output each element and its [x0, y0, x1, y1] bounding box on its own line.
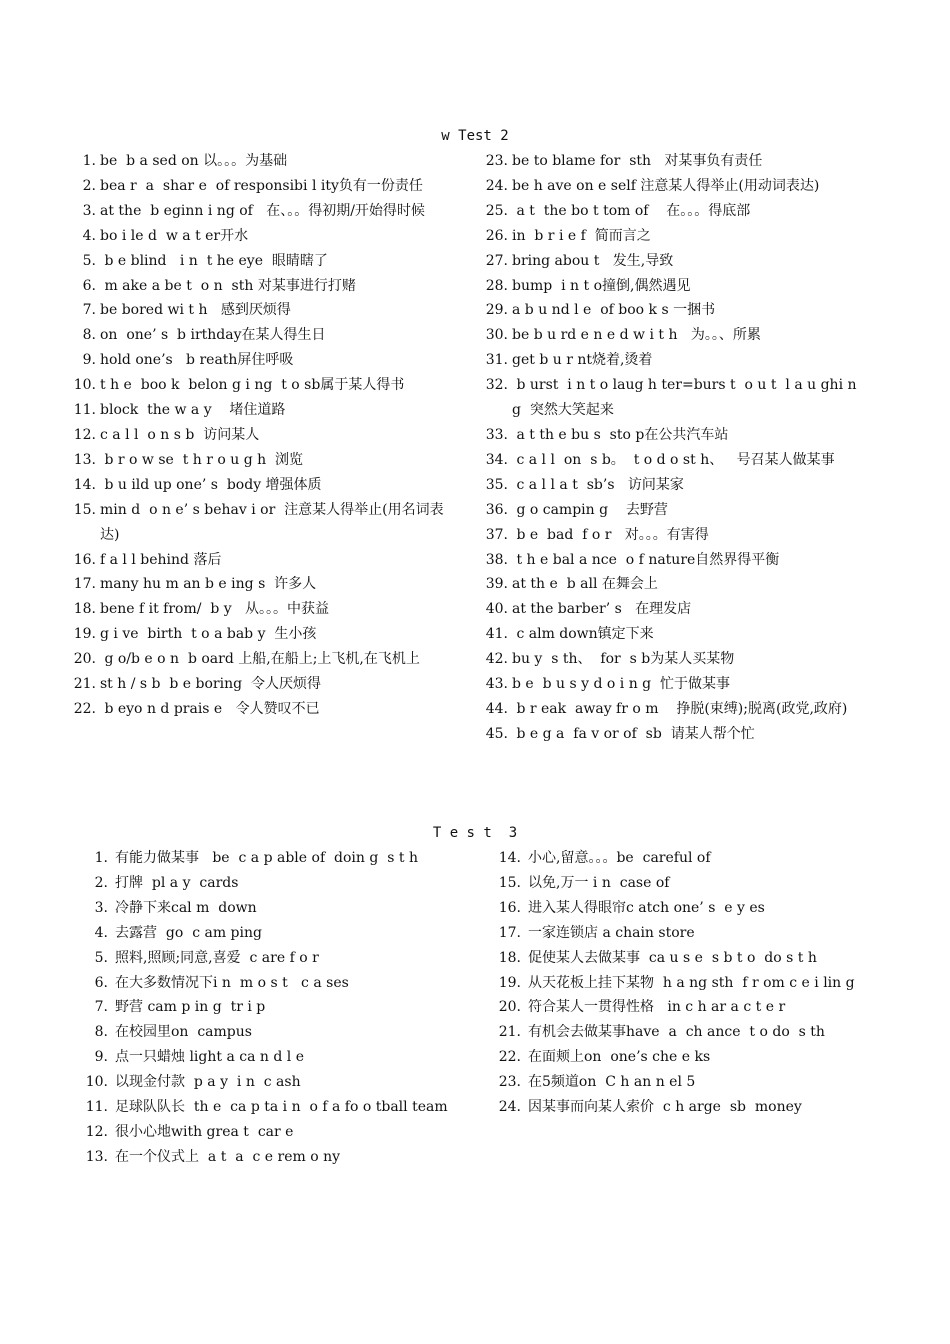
item-text: c a l l on s b。 t o d o st h、 号召某人做某事 — [512, 451, 835, 468]
item-text: 小心,留意。。。be careful of — [528, 850, 711, 866]
item-text: 点一只蜡烛 light a ca n d l e — [115, 1049, 304, 1066]
vocab-item — [84, 1020, 454, 1045]
vocab-item — [84, 1145, 454, 1170]
vocab-item — [70, 622, 452, 647]
item-text: in b r i e f 简而言之 — [512, 227, 651, 244]
item-text: bo i le d w a t er开水 — [100, 227, 249, 244]
test2-left-column — [70, 149, 452, 722]
item-text: 在一个仪式上 a t a c e rem o ny — [115, 1148, 341, 1165]
vocab-item — [482, 199, 864, 224]
item-number: 26. — [485, 227, 508, 244]
item-text: be h ave on e self 注意某人得举止(用动词表达) — [512, 177, 820, 194]
item-number: 15. — [73, 501, 96, 518]
item-number: 13. — [73, 451, 96, 468]
vocab-item — [70, 298, 452, 323]
item-number: 23. — [485, 153, 508, 169]
item-number: 24. — [485, 177, 508, 194]
vocab-item — [70, 697, 452, 722]
item-number: 12. — [85, 1123, 108, 1140]
vocab-item — [497, 846, 867, 871]
item-number: 32. — [485, 377, 508, 394]
item-number: 17. — [73, 576, 96, 593]
item-text: b e bad f o r 对。。。有害得 — [512, 526, 709, 543]
item-text: b urst i n t o laug h ter=burs t o u t l a u ghi n g 突然大笑起来 — [512, 377, 861, 419]
vocab-item — [482, 622, 864, 647]
item-number: 18. — [498, 949, 521, 966]
item-text: bring abou t 发生,导致 — [512, 252, 674, 269]
item-text: c a l l a t sb’s 访问某家 — [512, 476, 684, 493]
vocab-item — [482, 647, 864, 672]
vocab-item — [70, 224, 452, 249]
item-number: 7. — [94, 999, 108, 1016]
item-text: t h e boo k belon g i ng t o sb属于某人得书 — [100, 377, 405, 394]
vocab-item — [497, 1045, 867, 1070]
item-number: 4. — [82, 227, 96, 244]
vocab-item — [482, 348, 864, 373]
item-number: 7. — [82, 302, 96, 319]
vocab-item — [482, 224, 864, 249]
item-text: 在校园里on campus — [115, 1024, 252, 1041]
vocab-item — [482, 249, 864, 274]
vocab-item — [482, 174, 864, 199]
vocab-item — [497, 896, 867, 921]
item-number: 2. — [94, 874, 108, 891]
item-text: be b u rd e n e d w i t h 为。。、所累 — [512, 327, 761, 344]
vocab-item — [482, 548, 864, 573]
vocab-item — [84, 896, 454, 921]
vocab-item — [70, 199, 452, 224]
item-number: 22. — [73, 700, 96, 717]
item-text: b u ild up one’ s body 增强体质 — [100, 476, 322, 493]
item-number: 31. — [485, 352, 508, 369]
item-text: bene f it from/ b y 从。。。中获益 — [100, 601, 330, 618]
item-text: bea r a shar e of responsibi l ity负有一份责任 — [100, 177, 423, 194]
vocab-item — [70, 274, 452, 299]
vocab-item — [70, 548, 452, 573]
item-number: 9. — [82, 352, 96, 369]
item-number: 35. — [485, 476, 508, 493]
vocab-item — [482, 498, 864, 523]
item-number: 23. — [498, 1074, 521, 1091]
item-text: g i ve birth t o a bab y 生小孩 — [100, 626, 317, 643]
item-text: be bored wi t h 感到厌烦得 — [100, 302, 291, 319]
vocab-item — [84, 921, 454, 946]
vocab-item — [84, 995, 454, 1020]
vocab-item — [482, 323, 864, 348]
item-text: get b u r nt烧着,烫着 — [512, 352, 653, 369]
vocab-item — [482, 473, 864, 498]
item-number: 3. — [82, 202, 96, 219]
item-number: 36. — [485, 501, 508, 518]
item-number: 12. — [73, 426, 96, 443]
item-number: 38. — [485, 551, 508, 568]
item-text: c alm down镇定下来 — [512, 626, 654, 643]
item-text: a t the bo t tom of 在。。。得底部 — [512, 202, 751, 219]
item-number: 29. — [485, 302, 508, 319]
vocab-item — [70, 323, 452, 348]
item-number: 28. — [485, 277, 508, 294]
item-number: 5. — [82, 252, 96, 269]
item-text: 足球队队长 th e ca p ta i n o f a fo o tball team — [115, 1099, 448, 1116]
vocab-item — [84, 1070, 454, 1095]
vocab-item — [482, 423, 864, 448]
vocab-item — [482, 448, 864, 473]
test2-title: w Test 2 — [441, 128, 509, 144]
item-number: 13. — [85, 1148, 108, 1165]
test3-right-column — [497, 846, 867, 1120]
item-text: 照料,照顾;同意,喜爱 c are f o r — [115, 949, 319, 966]
vocab-item — [70, 498, 452, 548]
vocab-item — [70, 448, 452, 473]
item-number: 43. — [485, 676, 508, 693]
vocab-item — [70, 348, 452, 373]
item-number: 14. — [73, 476, 96, 493]
item-text: b e b u s y d o i n g 忙于做某事 — [512, 676, 731, 693]
vocab-item — [70, 373, 452, 398]
item-number: 5. — [94, 949, 108, 966]
item-text: 因某事而向某人索价 c h arge sb money — [528, 1099, 802, 1116]
item-text: 有能力做某事 be c a p able of doin g s t h — [115, 850, 418, 866]
vocab-item — [497, 1095, 867, 1120]
item-text: 在大多数情况下i n m o s t c a ses — [115, 974, 349, 991]
item-text: 从天花板上挂下某物 h a ng sth f r om c e i lin g — [528, 974, 855, 991]
vocab-item — [482, 672, 864, 697]
vocab-item — [497, 871, 867, 896]
vocab-item — [497, 946, 867, 971]
item-number: 16. — [73, 551, 96, 568]
vocab-item — [70, 572, 452, 597]
item-number: 39. — [485, 576, 508, 593]
item-text: g o/b e o n b oard 上船,在船上;上飞机,在飞机上 — [100, 651, 420, 668]
item-number: 11. — [85, 1099, 108, 1116]
vocab-item — [84, 946, 454, 971]
vocab-item — [70, 149, 452, 174]
item-text: at the barber’ s 在理发店 — [512, 601, 692, 618]
item-number: 16. — [498, 899, 521, 916]
item-number: 17. — [498, 924, 521, 941]
item-number: 3. — [94, 899, 108, 916]
item-number: 14. — [498, 850, 521, 866]
item-text: b e g a fa v or of sb 请某人帮个忙 — [512, 725, 755, 742]
item-text: a b u nd l e of boo k s 一捆书 — [512, 302, 716, 319]
item-number: 25. — [485, 202, 508, 219]
vocab-item — [84, 871, 454, 896]
item-text: 很小心地with grea t car e — [115, 1123, 294, 1140]
item-text: 野营 cam p in g tr i p — [115, 999, 266, 1016]
item-text: f a l l behind 落后 — [100, 551, 222, 568]
vocab-item — [70, 597, 452, 622]
vocab-item — [482, 274, 864, 299]
item-number: 6. — [82, 277, 96, 294]
item-text: 有机会去做某事have a ch ance t o do s th — [528, 1024, 825, 1041]
item-number: 24. — [498, 1099, 521, 1116]
vocab-item — [70, 473, 452, 498]
test3-left-column — [84, 846, 454, 1170]
item-text: g o campin g 去野营 — [512, 501, 668, 518]
item-number: 45. — [485, 725, 508, 742]
item-number: 21. — [498, 1024, 521, 1041]
vocab-item — [70, 423, 452, 448]
item-number: 1. — [94, 850, 108, 866]
item-text: 打牌 pl a y cards — [115, 874, 239, 891]
item-text: 促使某人去做某事 ca u s e s b t o do s t h — [528, 949, 817, 966]
vocab-item — [482, 597, 864, 622]
item-number: 20. — [498, 999, 521, 1016]
item-number: 15. — [498, 874, 521, 891]
item-number: 34. — [485, 451, 508, 468]
item-text: 以免,万一 i n case of — [528, 874, 670, 891]
item-number: 41. — [485, 626, 508, 643]
vocab-item — [70, 398, 452, 423]
item-number: 8. — [94, 1024, 108, 1041]
vocab-item — [84, 1095, 454, 1120]
vocab-item — [482, 572, 864, 597]
vocab-item — [482, 697, 864, 722]
vocab-item — [482, 149, 864, 174]
vocab-item — [70, 174, 452, 199]
test3-title: T e s t 3 — [432, 825, 518, 841]
item-text: st h / s b b e boring 令人厌烦得 — [100, 676, 321, 693]
item-text: 一家连锁店 a chain store — [528, 924, 695, 941]
item-number: 8. — [82, 327, 96, 344]
vocab-item — [70, 249, 452, 274]
item-text: 在面颊上on one’s che e ks — [528, 1049, 711, 1066]
vocab-item — [70, 647, 452, 672]
item-number: 44. — [485, 700, 508, 717]
vocab-item — [482, 373, 864, 423]
item-text: be to blame for sth 对某事负有责任 — [512, 153, 763, 169]
item-text: b eyo n d prais e 令人赞叹不已 — [100, 700, 320, 717]
vocab-item — [70, 672, 452, 697]
test2-right-column — [482, 149, 864, 747]
item-number: 19. — [498, 974, 521, 991]
item-text: many hu m an b e ing s 许多人 — [100, 576, 317, 593]
item-text: at th e b all 在舞会上 — [512, 576, 658, 593]
vocab-item — [497, 921, 867, 946]
vocab-item — [497, 1020, 867, 1045]
item-number: 6. — [94, 974, 108, 991]
item-text: bump i n t o撞倒,偶然遇见 — [512, 277, 691, 294]
item-text: 在5频道on C h an n el 5 — [528, 1074, 696, 1091]
item-text: block the w a y 堵住道路 — [100, 402, 286, 419]
item-number: 18. — [73, 601, 96, 618]
item-text: b r o w se t h r o u g h 浏览 — [100, 451, 304, 468]
item-text: b r eak away fr o m 挣脱(束缚);脱离(政党,政府) — [512, 700, 848, 717]
item-number: 9. — [94, 1049, 108, 1066]
vocab-item — [482, 722, 864, 747]
item-number: 4. — [94, 924, 108, 941]
item-text: 进入某人得眼帘c atch one’ s e y es — [528, 899, 765, 916]
item-text: 以现金付款 p a y i n c ash — [115, 1074, 301, 1091]
item-number: 30. — [485, 327, 508, 344]
item-text: 符合某人一贯得性格 in c h ar a c t e r — [528, 999, 786, 1016]
item-number: 10. — [73, 377, 96, 394]
item-text: be b a sed on 以。。。为基础 — [100, 153, 288, 169]
vocab-item — [84, 846, 454, 871]
item-text: c a l l o n s b 访问某人 — [100, 426, 260, 443]
item-number: 2. — [82, 177, 96, 194]
item-text: bu y s th、 for s b为某人买某物 — [512, 651, 735, 668]
vocab-item — [497, 971, 867, 996]
vocab-item — [497, 1070, 867, 1095]
item-text: b e blind i n t he eye 眼睛瞎了 — [100, 252, 328, 269]
item-number: 11. — [73, 402, 96, 419]
item-text: 去露营 go c am ping — [115, 924, 262, 941]
item-number: 40. — [485, 601, 508, 618]
item-number: 21. — [73, 676, 96, 693]
item-number: 42. — [485, 651, 508, 668]
vocab-item — [84, 971, 454, 996]
item-number: 10. — [85, 1074, 108, 1091]
vocab-item — [84, 1045, 454, 1070]
item-number: 22. — [498, 1049, 521, 1066]
item-number: 27. — [485, 252, 508, 269]
vocab-item — [497, 995, 867, 1020]
vocab-item — [482, 298, 864, 323]
item-number: 1. — [82, 153, 96, 169]
item-text: at the b eginn i ng of 在、。。得初期/开始得时候 — [100, 202, 425, 219]
item-number: 19. — [73, 626, 96, 643]
item-text: a t th e bu s sto p在公共汽车站 — [512, 426, 729, 443]
item-text: min d o n e’ s behav i or 注意某人得举止(用名词表达) — [100, 501, 444, 543]
vocab-item — [84, 1120, 454, 1145]
item-text: on one’ s b irthday在某人得生日 — [100, 327, 326, 344]
item-text: 冷静下来cal m down — [115, 899, 257, 916]
item-number: 33. — [485, 426, 508, 443]
item-text: t h e bal a nce o f nature自然界得平衡 — [512, 551, 780, 568]
vocab-item — [482, 523, 864, 548]
item-text: hold one’s b reath屏住呼吸 — [100, 352, 294, 369]
item-text: m ake a be t o n sth 对某事进行打赌 — [100, 277, 356, 294]
item-number: 37. — [485, 526, 508, 543]
item-number: 20. — [73, 651, 96, 668]
